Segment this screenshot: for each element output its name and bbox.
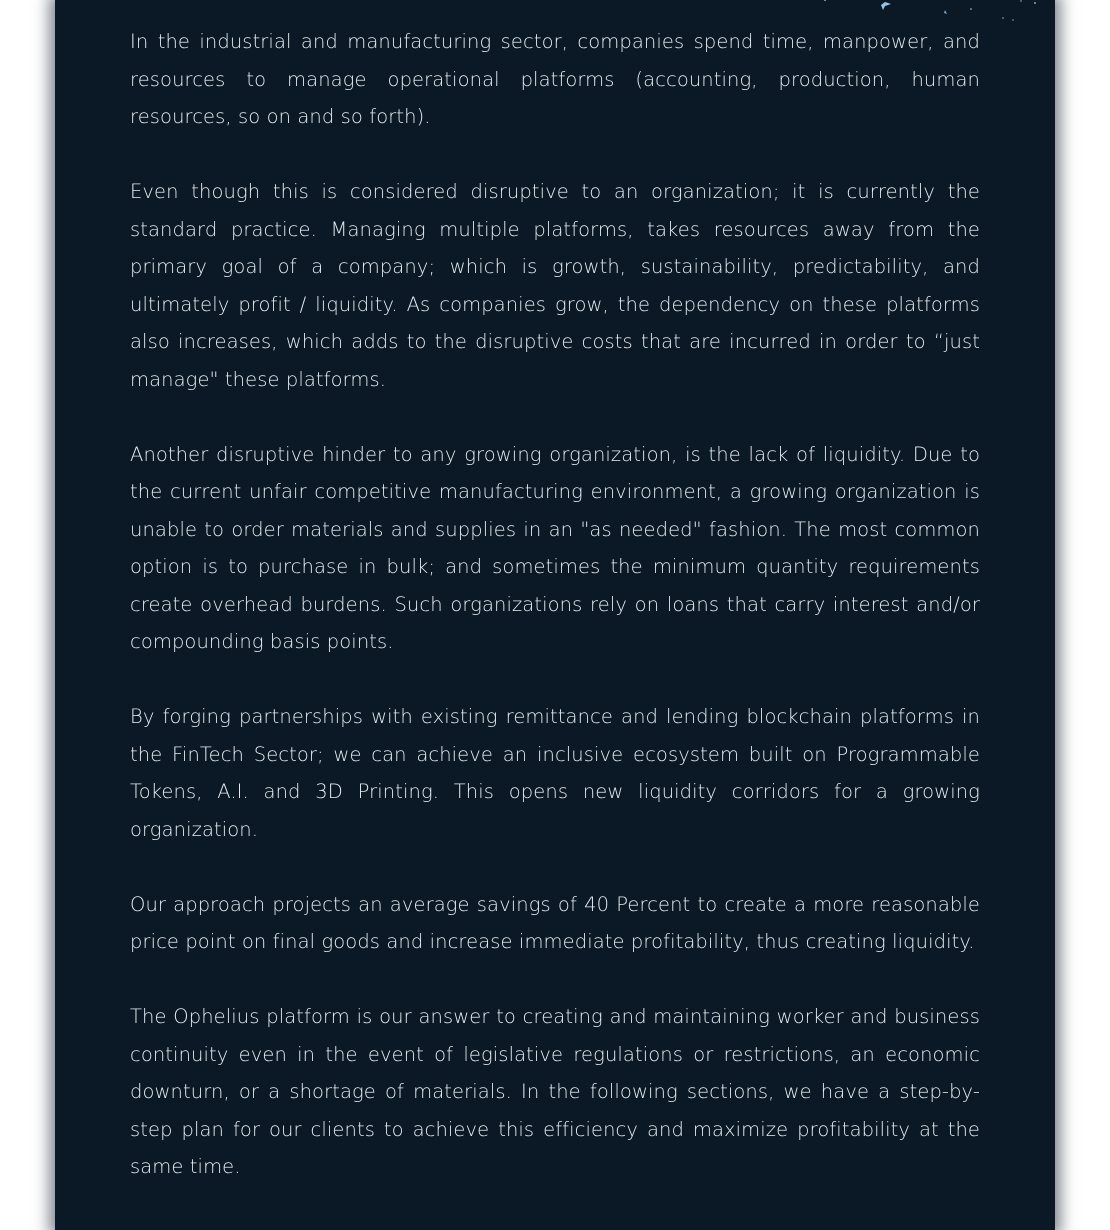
paragraph: The Ophelius platform is our answer to creating and maintaining worker and business continuity even in the event of legislative regulations or restrictions, an economic downturn, or a shortage of materials. In the following sections, we have a step-by-step plan for our clients to achieve this efficiency and maximize profitability at the same time. xyxy=(130,1005,980,1178)
paragraph: Another disruptive hinder to any growing organization, is the lack of liquidity. Due to the current unfair competitive manufacturing environment, a growing organization is unable to order materials and supplies in an "as needed" fashion. The most common option is to purchase in bulk; and sometimes the minimum quantity requirements create overhead burdens. Such organizations rely on loans that carry interest and/or compounding basis points. xyxy=(130,442,980,653)
paragraph: In the industrial and manufacturing sector, companies spend time, manpower, and resources to manage operational platforms (accounting, production, human resources, so on and so forth). xyxy=(130,30,980,128)
body-text xyxy=(130,23,980,1186)
paragraph: By forging partnerships with existing remittance and lending blockchain platforms in the FinTech Sector; we can achieve an inclusive ecosystem built on Programmable Tokens, A.I. and 3D Printing. This opens new liquidity corridors for a growing organization. xyxy=(130,705,980,841)
document-page xyxy=(55,0,1055,1230)
paragraph: Even though this is considered disruptive to an organization; it is currently the standard practice. Managing multiple platforms, takes resources away from the primary goal of a company; which is growth, sustainability, predictability, and ultimately profit / liquidity. As companies grow, the dependency on these platforms also increases, which adds to the disruptive costs that are incurred in order to “just manage" these platforms. xyxy=(130,180,980,391)
paragraph: Our approach projects an average savings of 40 Percent to create a more reasonable price point on final goods and increase immediate profitability, thus creating liquidity. xyxy=(130,892,980,953)
